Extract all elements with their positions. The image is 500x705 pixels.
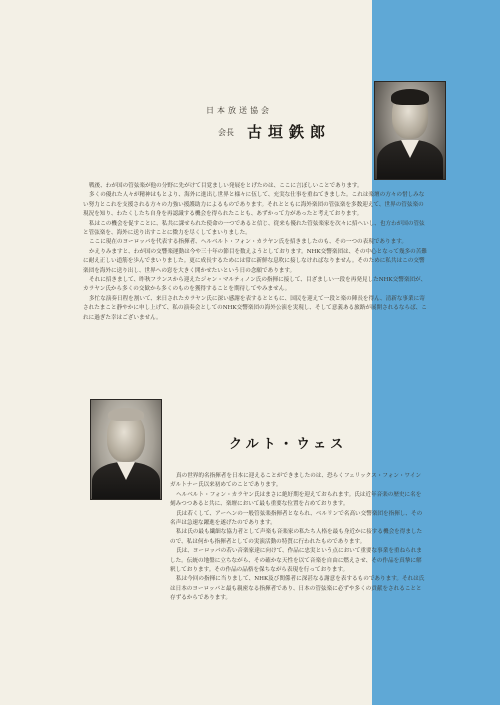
conductor-name: クルト・ウェス [229,437,348,452]
paragraph: 多くの優れた人々が精神はもとより、海外に進出し世界と様々に伍して、充実な仕事を重ねてきました。これは楽壇の方々の惜しみない努力とこれを支援される方々の力強い援護助力によるものであります。それとともに海外楽団の管弦楽を多数迎えて、世界の管弦楽の現況を知り、わたくしたち自身を再認識する機会を得られたことも、あずかって力があったと考えております。 [83,192,425,218]
president-name: 古垣鉄郎 [247,123,332,141]
president-message [83,182,429,323]
organization-name: 日本放送協会 [206,106,272,115]
paragraph: ヘルベルト・フォン・カラヤン氏はまさに絶好期を迎えておられます。氏は近年音楽の歴史に名を刻みつつあると共に、楽壇において最も重要な位置を占めております。 [170,491,422,508]
paragraph: 多忙な演奏日程を割いて、来日されたカラヤン氏に深い感謝を表するとともに、国民を迎えて一段と楽の陣長を得ん、清新な事業に寄されたまこと静やかに申し上げて、私の演奏会としてのNHK交響楽団の海外公演を実現し、そして意義ある旅路が展開されるならば、これに過ぎた幸はございません。 [83,295,427,321]
portrait-hair [391,89,429,105]
president-role: 会長 [218,128,234,137]
paragraph: 真の世界的名指揮者を日本に迎えることができましたのは、恐らくフェリックス・フォン・ワインガルトナー氏以来初めてのことであります。 [170,473,422,489]
portrait-collar [401,140,419,158]
conductor-message [170,472,426,604]
paragraph: それに招きまして、昨秋フランスから迎えたジャン・マルティノン氏の指揮に接して、目ざましい一段を再発見したNHK交響楽団が、カラヤン氏から多くの交歓から多くのものを獲得することを期待してやみません。 [83,277,427,293]
paragraph: かえりみますと、わが国の交響楽運動は今や三十年の節目を数えようとしております。NHK交響楽団は、その中心となって幾多の苦難に耐え正しい道筋を歩んでまいりました。更に成長するためには常に新鮮な息吹に接しなければなりません。そのために私共はこの交響楽団を海外に送り出し、世界への窓を大きく開かせたいという日の念願であります。 [83,248,427,274]
paragraph: 戦後、わが国の管弦楽が他の分野に先がけて目覚ましい発展をとげたのは、ここに言ぼしいことであります。 [89,183,363,189]
paragraph: ここに現在のヨーロッパを代表する指揮者、ヘルベルト・フォン・カラヤン氏を招きましたのも、その一つの表現であります。 [89,239,407,246]
portrait-hair [108,408,144,421]
paragraph: 氏は若くして、アーヘンの一般管弦楽指揮者となられ、ベルリンで名高い交響楽団を指揮し、その名声は急速な躍進を遂げたのであります。 [170,510,423,527]
paragraph: 私は今回の指揮に当りまして、NHK及び関係者に深甚なる謝意を表するものであります。それは氏は日本のヨーロッパと最も親密なる指揮者であり、日本の管弦楽に必ずや多くの貢献をされることと存ずるからであります。 [170,576,425,602]
conductor-portrait-photo [90,399,162,500]
paragraph: 私は氏の最も繊細な協力者として声楽も音楽家の私たち人格を最も身近かに接する機会を得ましたので、私は何かも指揮者としての実演活動の特質に行われたものであります。 [170,529,423,545]
paragraph: 氏は、ヨーロッパの若い音楽家達に向けて、作品に忠実という点において重要な事業を重ねられました。伝統の地盤に立ちながら、その確かな天性を以て音楽を自由に燃えさせ、その作品を真摯に解釈しております。その作品の品格を保ちながら表現を行っております。 [170,548,422,574]
paragraph: 私はこの機会を促すことに、私共に課せられた使命の一つであると信じ、従来も優れた管弦楽家を次々に招へいし、也方わが国の管弦と管弦楽を、海外に送り出すことに微力を尽くしてまいりました。 [83,220,425,237]
president-portrait-photo [374,81,446,180]
portrait-collar [117,462,135,480]
